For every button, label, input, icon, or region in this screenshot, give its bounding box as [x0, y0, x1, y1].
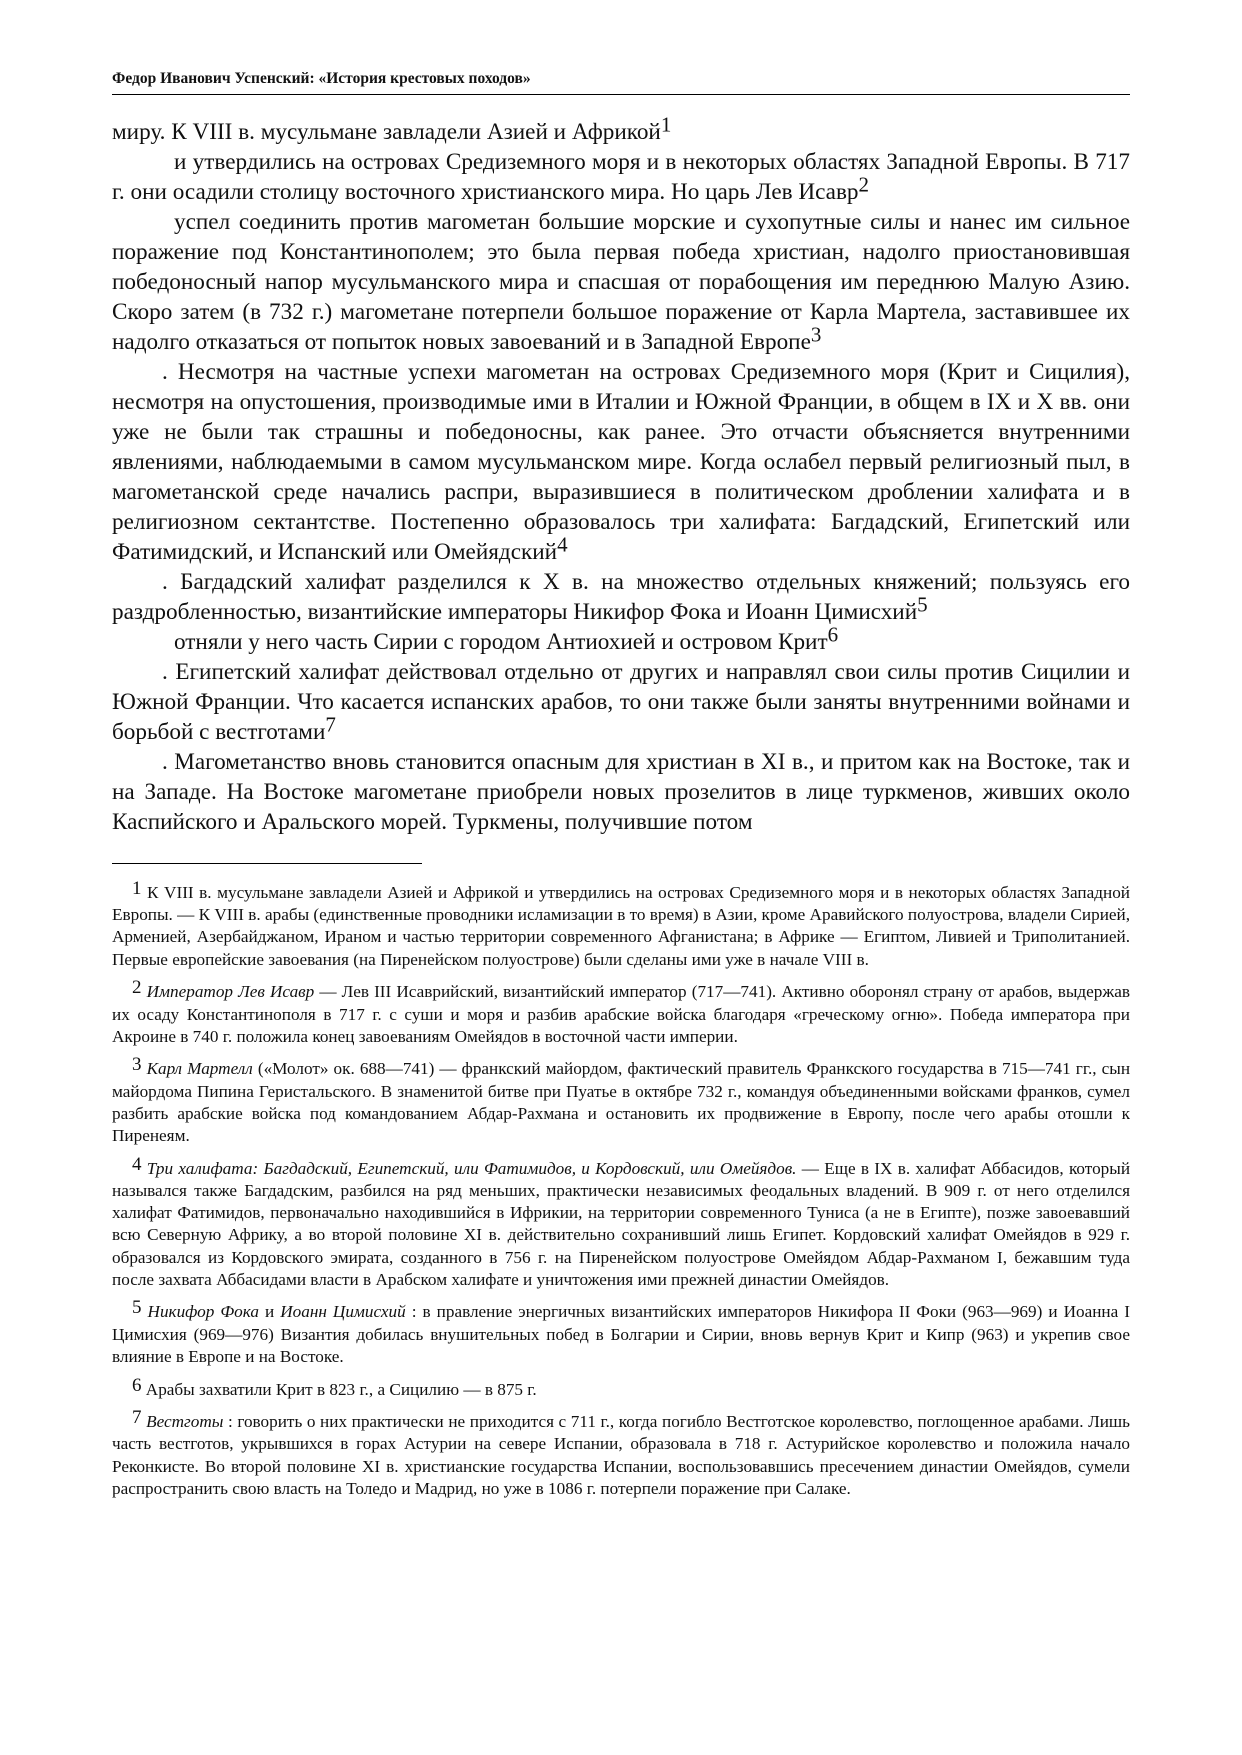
- header-title: Федор Иванович Успенский: «История крестовых походов»: [112, 70, 531, 87]
- paragraph-8: . Магометанство вновь становится опасным для христиан в XI в., и притом как на Востоке, так и на Западе. На Востоке магометане приобрели новых прозелитов в лице туркменов, живших около Каспийского и Аральского морей. Туркмены, получившие потом: [112, 749, 1130, 835]
- footnote-ref-1[interactable]: 1: [660, 112, 672, 137]
- paragraph-6: отняли у него часть Сирии с городом Антиохией и островом Крит$^6$: [174, 622, 839, 655]
- paragraph-2: и утвердились на островах Средиземного моря и в некоторых областях Западной Европы. В 717 г. они осадили столицу восточного христианского мира. Но царь Лев Исавр$^2$: [112, 149, 1130, 205]
- paragraph-1: миру. К VIII в. мусульмане завладели Азией и Африкой$^1$: [112, 112, 672, 145]
- running-header: [112, 70, 1130, 95]
- footnote-term: Император Лев Исавр: [146, 982, 315, 1002]
- footnote-number: 7: [132, 1407, 142, 1429]
- footnote-1: 1 К VIII в. мусульмане завладели Азией и Африкой и утвердились на островах Средиземного моря и в некоторых областях Западной Европы. — К VIII в. арабы (единственные проводники исламизации в то время) в Азии, кроме Аравийского полуострова, владели Сирией, Арменией, Азербайджаном, Ираном и частью территории современного Афганистана; в Африке — Египтом, Ливией и Триполитанией. Первые европейские завоевания (на Пиренейском полуострове) были сделаны ими уже в начале VIII в.: [112, 878, 1131, 969]
- footnote-term: Карл Мартелл: [146, 1059, 253, 1079]
- footnote-4: 4 Три халифата: Багдадский, Египетский, или Фатимидов, и Кордовский, или Омейядов. — Еще в IX в. халифат Аббасидов, который назывался также Багдадским, разбился на ряд меньших, практически независимых феодальных владений. В 909 г. от него отделился халифат Фатимидов, первоначально находившийся в Ифрикии, на территории современного Туниса (а не в Египте), позже завоевавший всю Северную Африку, а во второй половине XI в. действительно сохранивший лишь Египет. Кордовский халифат Омейядов в 929 г. образовался из Кордовского эмирата, созданного в 756 г. на Пиренейском полуострове Омейядом Абдар-Рахманом I, бежавшим туда после захвата Аббасидами власти в Арабском халифате и уничтожения ими прежней династии Омейядов.: [112, 1153, 1131, 1289]
- paragraph-4: . Несмотря на частные успехи магометан на островах Средиземного моря (Крит и Сицилия), несмотря на опустошения, производимые ими в Италии и Южной Франции, в общем в IX и X вв. они уже не были так страшны и победоносны, как ранее. Это отчасти объясняется внутренними явлениями, наблюдаемыми в самом мусульманском мире. Когда ослабел первый религиозный пыл, в магометанской среде начались распри, выразившиеся в политическом дроблении халифата и в религиозном сектантстве. Постепенно образовалось три халифата: Багдадский, Египетский или Фатимидский, и Испанский или Омейядский$^4$: [112, 359, 1130, 565]
- footnote-ref-4[interactable]: 4: [557, 532, 568, 557]
- footnote-term: Три халифата: Багдадский, Египетский, или Фатимидов, и Кордовский, или Омейядов.: [146, 1158, 797, 1178]
- footnote-ref-5[interactable]: 5: [917, 592, 928, 617]
- footnote-3: 3 Карл Мартелл («Молот» ок. 688—741) — франкский майордом, фактический правитель Франкского государства в 715—741 гг., сын майордома Пипина Геристальского. В знаменитой битве при Пуатье в октябре 732 г., командуя объединенными войсками франков, сумел разбить арабские войска под командованием Абдар-Рахмана и остановить их продвижение в Европу, после чего арабы отошли к Пиренеям.: [112, 1054, 1131, 1146]
- footnote-number: 3: [132, 1054, 142, 1076]
- paragraph-5: . Багдадский халифат разделился к X в. на множество отдельных княжений; пользуясь его раздробленностью, византийские императоры Никифор Фока и Иоанн Цимисхий$^5$: [112, 569, 1130, 625]
- footnote-number: 4: [132, 1153, 142, 1175]
- footnote-ref-6[interactable]: 6: [827, 622, 839, 647]
- footnote-number: 6: [132, 1374, 142, 1396]
- footnote-number: 2: [132, 977, 142, 999]
- footnote-term: Никифор Фока: [147, 1302, 259, 1322]
- footnote-7: 7 Вестготы : говорить о них практически не приходится с 711 г., когда погибло Вестготское королевство, поглощенное арабами. Лишь часть вестготов, укрывшихся в горах Астурии на севере Испании, образовала в 718 г. Астурийское королевство и положила начало Реконкисте. Во второй половине XI в. христианские государства Испании, воспользовавшись пресечением династии Омейядов, сумели распространить свою власть на Толедо и Мадрид, но уже в 1086 г. потерпели поражение при Салаке.: [112, 1407, 1131, 1498]
- footnote-number: 5: [132, 1297, 142, 1319]
- footnote-term: Иоанн Цимисхий: [280, 1302, 406, 1322]
- main-text: [112, 112, 1130, 837]
- footnote-number: 1: [132, 878, 142, 900]
- footnote-6: 6 Арабы захватили Крит в 823 г., а Сицилию — в 875 г.: [132, 1374, 537, 1399]
- footnotes: [112, 878, 1131, 1500]
- paragraph-3: успел соединить против магометан большие морские и сухопутные силы и нанес им сильное поражение под Константинополем; это была первая победа христиан, надолго приостановившая победоносный напор мусульманского мира и спасшая от порабощения им переднюю Малую Азию. Скоро затем (в 732 г.) магометане потерпели большое поражение от Карла Мартела, заставившее их надолго отказаться от попыток новых завоеваний и в Западной Европе$^3$: [112, 209, 1130, 355]
- footnote-term: Вестготы: [146, 1412, 224, 1432]
- footnote-separator: [112, 863, 422, 864]
- footnote-ref-7[interactable]: 7: [325, 712, 336, 737]
- paragraph-7: . Египетский халифат действовал отдельно от других и направлял свои силы против Сицилии и Южной Франции. Что касается испанских арабов, то они также были заняты внутренними войнами и борьбой с вестготами$^7$: [112, 659, 1130, 745]
- footnote-ref-3[interactable]: 3: [810, 322, 822, 347]
- document-page: [112, 70, 1130, 1511]
- footnote-5: 5 Никифор Фока и Иоанн Цимисхий : в правление энергичных византийских императоров Никифора II Фоки (963—969) и Иоанна I Цимисхия (969—976) Византия добилась внушительных побед в Болгарии и Сирии, вновь вернув Крит и Кипр (963) и укрепив свое влияние в Европе и на Востоке.: [112, 1297, 1130, 1366]
- footnote-ref-2[interactable]: 2: [858, 172, 870, 197]
- footnote-2: 2 Император Лев Исавр — Лев III Исаврийский, византийский император (717—741). Активно оборонял страну от арабов, выдержав их осаду Константинополя в 717 г. с суши и моря и разбив арабские войска благодаря «греческому огню». Победа императора при Акроине в 740 г. положила конец завоеваниям Омейядов в восточной части империи.: [112, 977, 1130, 1046]
